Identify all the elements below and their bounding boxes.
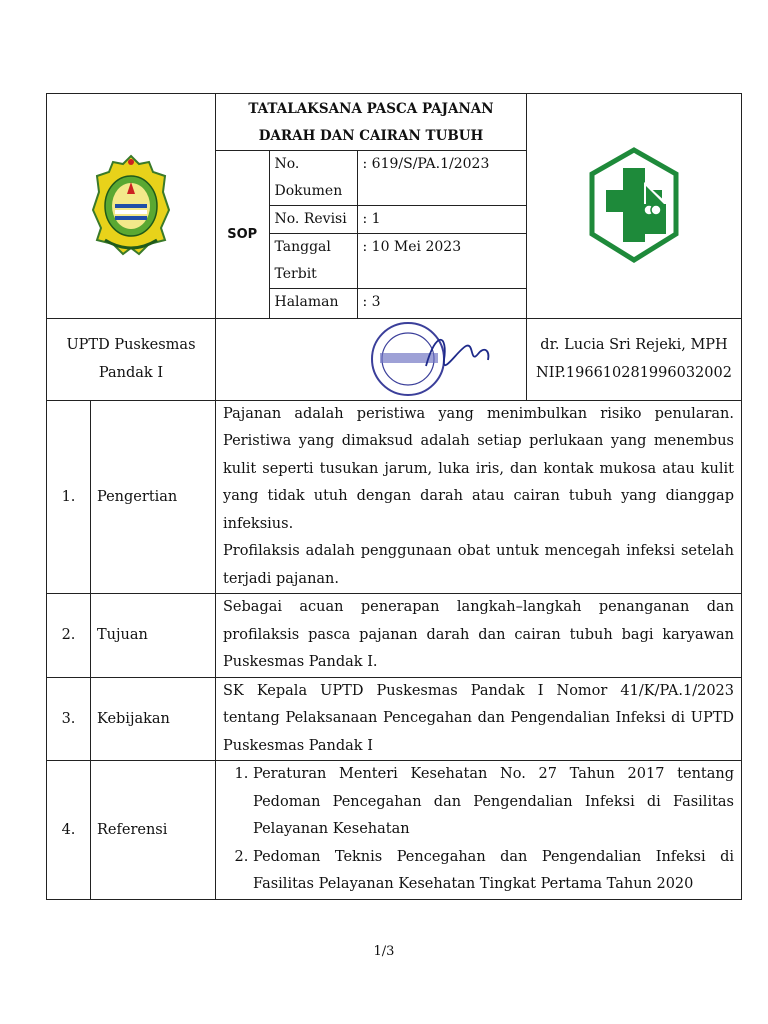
official-cell xyxy=(527,318,742,400)
section-label-kebijakan: Kebijakan xyxy=(91,677,216,761)
organization-cell xyxy=(47,318,216,400)
page-number: 1/3 xyxy=(373,944,395,959)
sop-document xyxy=(46,93,741,900)
section-content-pengertian xyxy=(216,400,742,594)
section-row xyxy=(47,677,742,761)
health-logo-cell xyxy=(527,94,742,319)
reference-item: 1. Peraturan Menteri Kesehatan No. 27 Tahun 2017 tentang Pedoman Pencegahan dan Pengendalian Infeksi di Fasilitas Pelayanan Kesehatan xyxy=(253,761,734,844)
puskesmas-logo xyxy=(586,146,682,266)
stamp-signature-cell xyxy=(216,318,527,400)
section-row xyxy=(47,761,742,900)
reference-list xyxy=(223,761,734,899)
content-table xyxy=(46,400,742,900)
section-number: 1. xyxy=(47,400,91,594)
reference-item: 2. Pedoman Teknis Pencegahan dan Pengendalian Infeksi di Fasilitas Pelayanan Kesehatan Tingkat Pertama Tahun 2020 xyxy=(253,844,734,899)
meta-value-no-revisi: : 1 xyxy=(357,206,527,234)
organization-unit: Pandak I xyxy=(98,365,164,381)
section-label-referensi: Referensi xyxy=(91,761,216,900)
official-nip: NIP.196610281996032002 xyxy=(536,365,732,381)
section-content-referensi xyxy=(216,761,742,900)
official-stamp-signature xyxy=(366,320,506,398)
section-label-tujuan: Tujuan xyxy=(91,594,216,678)
pengertian-paragraph-2: Profilaksis adalah penggunaan obat untuk mencegah infeksi setelah terjadi pajanan. xyxy=(223,543,734,587)
section-number: 2. xyxy=(47,594,91,678)
header-table xyxy=(46,93,742,401)
meta-label-halaman: Halaman xyxy=(269,289,357,318)
official-name: dr. Lucia Sri Rejeki, MPH xyxy=(540,337,728,353)
meta-label-tanggal-terbit: Tanggal Terbit xyxy=(269,234,357,289)
section-label-pengertian: Pengertian xyxy=(91,400,216,594)
section-content-kebijakan: SK Kepala UPTD Puskesmas Pandak I Nomor 41/K/PA.1/2023 tentang Pelaksanaan Pencegahan dan Pengendalian Infeksi di UPTD Puskesmas Pandak I xyxy=(216,677,742,761)
section-content-tujuan: Sebagai acuan penerapan langkah–langkah penanganan dan profilaksis pasca pajanan darah dan cairan tubuh bagi karyawan Puskesmas Pandak I. xyxy=(216,594,742,678)
sop-label: SOP xyxy=(216,151,269,318)
meta-label-no-revisi: No. Revisi xyxy=(269,206,357,234)
pengertian-paragraph-1: Pajanan adalah peristiwa yang menimbulkan risiko penularan. Peristiwa yang dimaksud adalah setiap perlukaan yang menembus kulit seperti tusukan jarum, luka iris, dan kontak mukosa atau kulit yang tidak utuh dengan darah atau cairan tubuh yang dianggap infeksius. xyxy=(223,405,734,532)
title-line-1: TATALAKSANA PASCA PAJANAN xyxy=(248,101,494,117)
meta-value-tanggal-terbit: : 10 Mei 2023 xyxy=(357,234,527,289)
organization-name: UPTD Puskesmas xyxy=(66,337,196,353)
section-number: 4. xyxy=(47,761,91,900)
meta-table xyxy=(216,150,527,318)
regency-crest-logo xyxy=(91,152,171,260)
section-row xyxy=(47,594,742,678)
title-meta-cell xyxy=(216,94,527,319)
meta-value-no-dokumen: : 619/S/PA.1/2023 xyxy=(357,151,527,206)
section-number: 3. xyxy=(47,677,91,761)
section-row xyxy=(47,400,742,594)
meta-value-halaman: : 3 xyxy=(357,289,527,318)
document-title xyxy=(216,94,526,150)
title-line-2: DARAH DAN CAIRAN TUBUH xyxy=(258,128,484,144)
regency-crest-cell xyxy=(47,94,216,319)
meta-label-no-dokumen: No. Dokumen xyxy=(269,151,357,206)
